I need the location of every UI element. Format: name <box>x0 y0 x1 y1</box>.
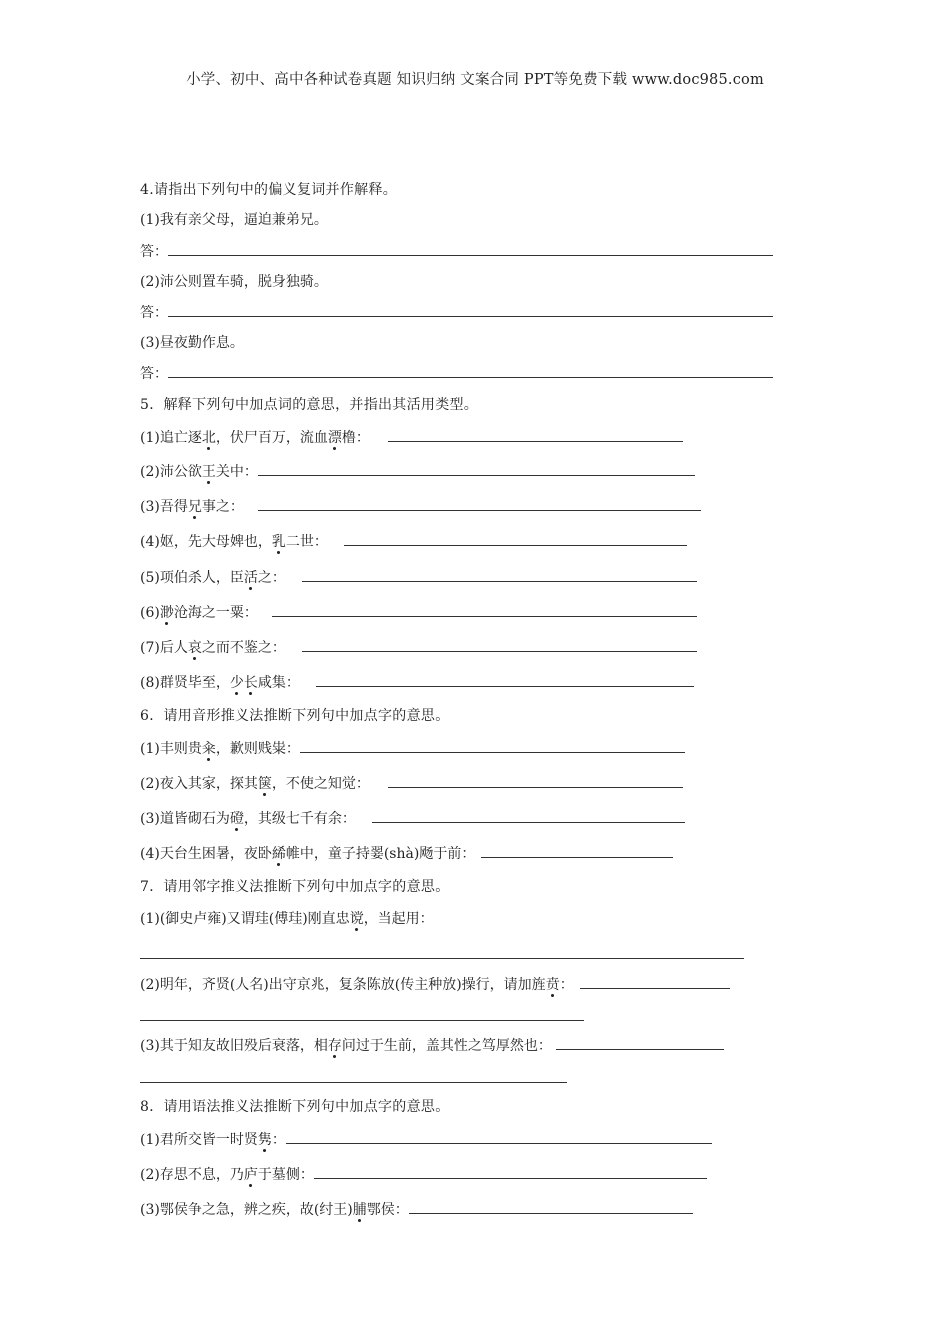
dotted-char: 庐 <box>243 1167 258 1183</box>
dotted-char: 隽 <box>257 1132 272 1148</box>
answer-blank[interactable] <box>258 462 695 476</box>
answer-blank[interactable] <box>302 638 697 652</box>
q4-item-2: (2)沛公则置车骑，脱身独骑。 <box>140 274 328 290</box>
answer-blank[interactable] <box>300 739 685 753</box>
q7-item-1 <box>140 910 434 928</box>
dotted-char: 漂 <box>327 430 342 446</box>
text: ： <box>559 977 574 993</box>
text: 之： <box>257 570 286 586</box>
dotted-char: 箧 <box>257 776 272 792</box>
dotted-char: 脯 <box>352 1202 367 1218</box>
answer-blank[interactable] <box>388 774 683 788</box>
answer-blank[interactable] <box>168 364 773 378</box>
q5-item-6 <box>140 603 697 622</box>
text: 关中： <box>215 464 258 480</box>
q5-item-2 <box>140 462 695 481</box>
q5-title: 5．解释下列句中加点词的意思，并指出其活用类型。 <box>140 397 479 413</box>
q8-item-1 <box>140 1130 712 1149</box>
q5-item-4 <box>140 532 687 551</box>
text: (3)道皆砌石为 <box>140 811 230 827</box>
text: (1)丰则贵 <box>140 741 202 757</box>
q6-item-3 <box>140 809 685 828</box>
q5-item-5 <box>140 568 697 587</box>
dotted-char: 乳 <box>271 534 286 550</box>
q5-item-3 <box>140 497 701 516</box>
dotted-char: 北 <box>201 430 216 446</box>
answer-blank[interactable] <box>272 603 697 617</box>
text: (4)妪，先大母婢也， <box>140 534 272 550</box>
text: (8)群贤毕至， <box>140 675 230 691</box>
answer-blank[interactable] <box>372 809 685 823</box>
text: 沧海之一粟： <box>173 605 258 621</box>
q4-item-3: (3)昼夜勤作息。 <box>140 335 244 351</box>
text: ，歉则贱粜： <box>215 741 300 757</box>
text: (2)夜入其家，探其 <box>140 776 258 792</box>
q7-title: 7．请用邻字推义法推断下列句中加点字的意思。 <box>140 879 450 895</box>
dotted-char: 哀 <box>187 640 202 656</box>
text: (6) <box>140 605 160 621</box>
dotted-char: 渺 <box>159 605 174 621</box>
answer-blank-line[interactable] <box>140 1082 567 1083</box>
text: (2)明年，齐贤(人名)出守京兆，复条陈放(传主种放)操行，请加旌 <box>140 977 546 993</box>
answer-blank[interactable] <box>556 1036 724 1050</box>
text: ，不使之知觉： <box>271 776 370 792</box>
q4-title: 4.请指出下列句中的偏义复词并作解释。 <box>140 182 398 198</box>
answer-blank[interactable] <box>409 1200 693 1214</box>
text: (5)项伯杀人，臣 <box>140 570 244 586</box>
text: (2)存思不息，乃 <box>140 1167 244 1183</box>
answer-blank[interactable] <box>344 532 687 546</box>
text: (3)其于知友故旧殁后衰落，相 <box>140 1038 328 1054</box>
q5-item-1 <box>140 428 683 447</box>
text: (1)追亡逐 <box>140 430 202 446</box>
text: ，其级七千有余： <box>243 811 356 827</box>
dotted-char: 兄 <box>187 499 202 515</box>
q5-item-7 <box>140 638 697 657</box>
text: ，当起用： <box>363 911 434 927</box>
answer-blank[interactable] <box>388 428 683 442</box>
q6-title: 6．请用音形推义法推断下列句中加点字的意思。 <box>140 708 450 724</box>
answer-blank[interactable] <box>168 242 773 256</box>
text: (1)(御史卢雍)又谓珪(傅珪)刚直忠 <box>140 911 350 927</box>
answer-label: 答： <box>140 305 168 321</box>
q7-item-2 <box>140 975 730 994</box>
text: 橹： <box>341 430 370 446</box>
dotted-char: 贲 <box>545 977 560 993</box>
dotted-char: 存 <box>327 1038 342 1054</box>
answer-blank-line[interactable] <box>140 1020 584 1021</box>
q7-item-3 <box>140 1036 724 1055</box>
q6-item-4 <box>140 844 673 863</box>
dotted-char: 活 <box>243 570 258 586</box>
answer-label: 答： <box>140 244 168 260</box>
q4-item-1: (1)我有亲父母，逼迫兼弟兄。 <box>140 212 328 228</box>
answer-blank[interactable] <box>302 568 697 582</box>
q6-item-1 <box>140 739 685 758</box>
answer-blank[interactable] <box>168 303 773 317</box>
q6-item-2 <box>140 774 683 793</box>
text: ： <box>271 1132 286 1148</box>
q8-item-2 <box>140 1165 707 1184</box>
text: (3)鄂侯争之急，辨之疾，故(纣王) <box>140 1202 353 1218</box>
dotted-char: 磴 <box>229 811 244 827</box>
text: (2)沛公欲 <box>140 464 202 480</box>
text: (1)君所交皆一时贤 <box>140 1132 258 1148</box>
text: 问过于生前，盖其性之笃厚然也： <box>341 1038 552 1054</box>
text: (7)后人 <box>140 640 188 656</box>
q4-answer-1 <box>140 242 773 261</box>
text: 咸集： <box>257 675 300 691</box>
q8-title: 8．请用语法推义法推断下列句中加点字的意思。 <box>140 1099 450 1115</box>
answer-blank[interactable] <box>316 673 694 687</box>
dotted-char: 王 <box>201 464 216 480</box>
q8-item-3 <box>140 1200 693 1219</box>
answer-blank[interactable] <box>258 497 701 511</box>
answer-blank[interactable] <box>314 1165 707 1179</box>
answer-label: 答： <box>140 366 168 382</box>
dotted-char: 谠 <box>349 911 364 927</box>
text: ，伏尸百万，流血 <box>215 430 328 446</box>
dotted-char: 长 <box>243 675 258 691</box>
text: 鄂侯： <box>366 1202 409 1218</box>
answer-blank[interactable] <box>481 844 673 858</box>
text: (3)吾得 <box>140 499 188 515</box>
text: 帷中，童子持翣(shà)飏于前： <box>285 846 476 862</box>
dotted-char: 籴 <box>201 741 216 757</box>
q4-answer-3 <box>140 364 773 383</box>
text: 于墓侧： <box>257 1167 314 1183</box>
answer-blank[interactable] <box>580 975 730 989</box>
text: 二世： <box>285 534 328 550</box>
dotted-char: 絺 <box>271 846 286 862</box>
answer-blank-line[interactable] <box>140 958 744 959</box>
text: (4)天台生困暑，夜卧 <box>140 846 272 862</box>
q4-answer-2 <box>140 303 773 322</box>
answer-blank[interactable] <box>286 1130 712 1144</box>
dotted-char: 少 <box>229 675 244 691</box>
page-header: 小学、初中、高中各种试卷真题 知识归纳 文案合同 PPT等免费下载 www.doc985.com <box>186 72 764 88</box>
text: 事之： <box>201 499 244 515</box>
text: 之而不鉴之： <box>201 640 286 656</box>
q5-item-8 <box>140 673 694 692</box>
